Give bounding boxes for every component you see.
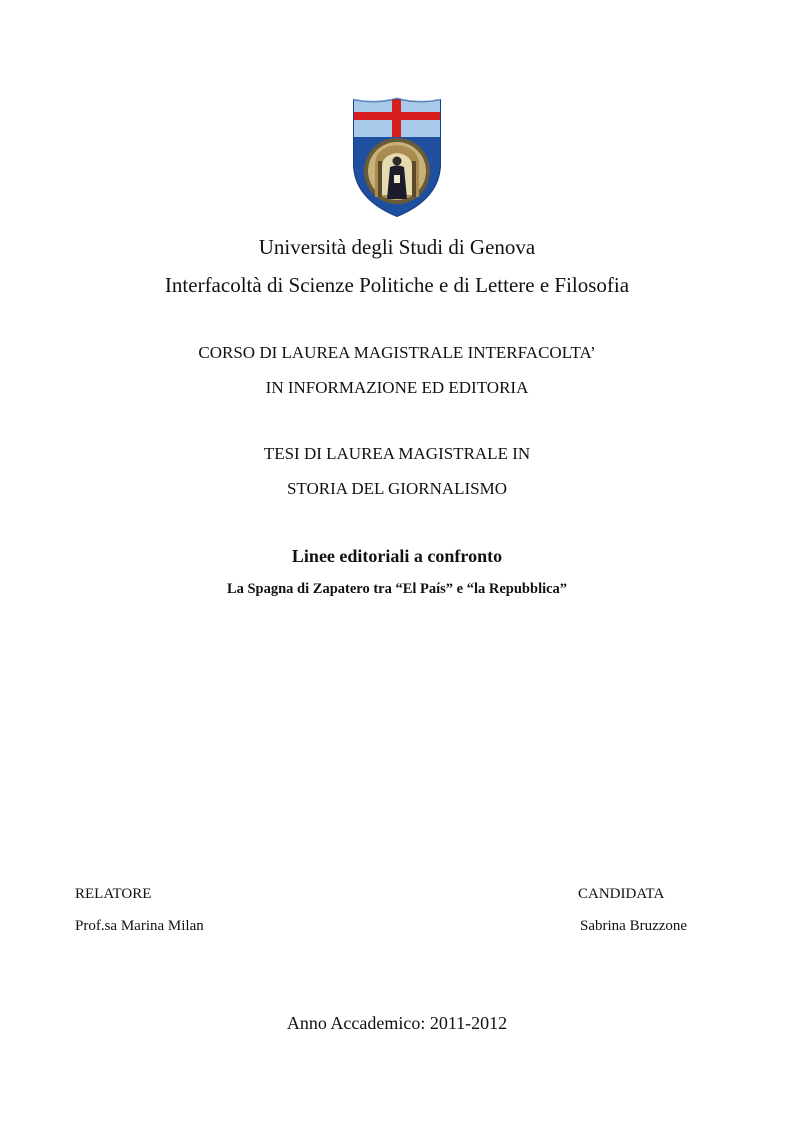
thesis-title: Linee editoriali a confronto: [291, 546, 503, 566]
course-line-2: IN INFORMAZIONE ED EDITORIA: [265, 378, 529, 397]
university-name: Università degli Studi di Genova: [258, 235, 536, 259]
candidata-label: CANDIDATA: [578, 886, 665, 902]
thesis-line-1: TESI DI LAUREA MAGISTRALE IN: [263, 444, 531, 463]
course-line-1: CORSO DI LAUREA MAGISTRALE INTERFACOLTA’: [198, 343, 596, 362]
relatore-name: Prof.sa Marina Milan: [75, 918, 204, 934]
relatore-label: RELATORE: [75, 886, 152, 902]
faculty-name: Interfacoltà di Scienze Politiche e di Lettere e Filosofia: [164, 273, 630, 297]
thesis-subtitle: La Spagna di Zapatero tra “El País” e “la Repubblica”: [226, 581, 568, 597]
university-crest-icon: [351, 95, 443, 219]
candidata-name: Sabrina Bruzzone: [580, 918, 688, 934]
academic-year: Anno Accademico: 2011-2012: [286, 1013, 508, 1033]
thesis-line-2: STORIA DEL GIORNALISMO: [286, 479, 508, 498]
